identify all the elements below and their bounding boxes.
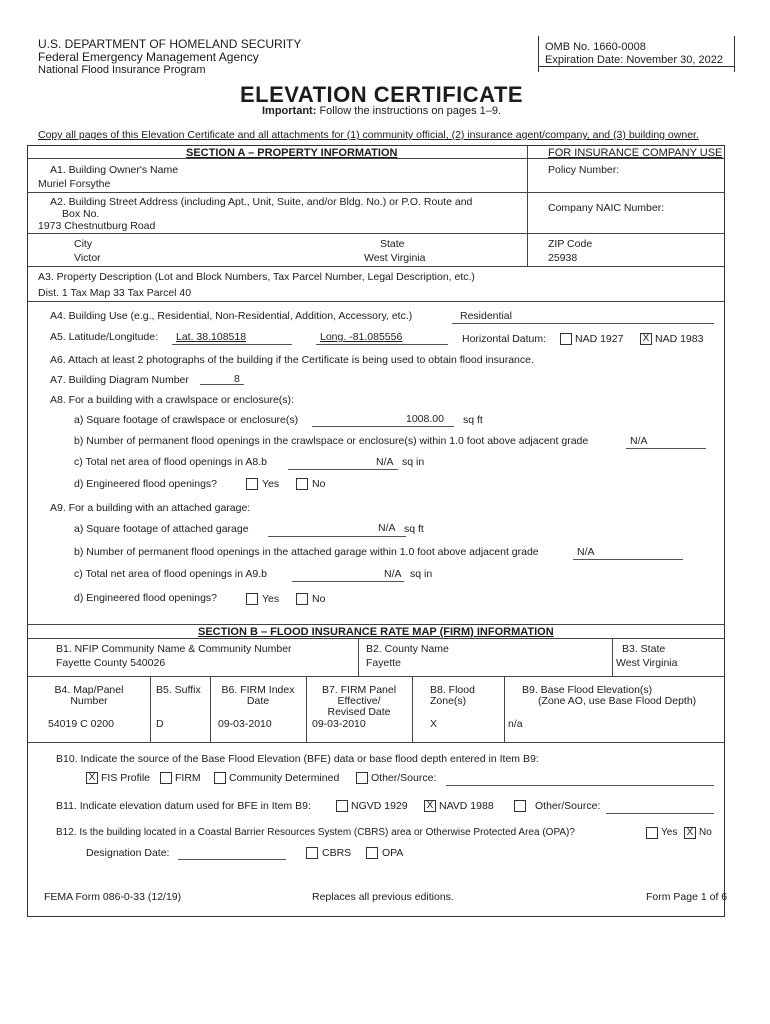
a8b-label: b) Number of permanent flood openings in the crawlspace or enclosure(s) within 1.0 foot above adjacent grade [74, 435, 589, 447]
b1-value[interactable]: Fayette County 540026 [56, 657, 166, 669]
designation-date-label: Designation Date: [86, 847, 170, 859]
a2-value[interactable]: 1973 Chestnutburg Road [38, 220, 156, 232]
a9a-unit: sq ft [404, 523, 424, 535]
a8d-label: d) Engineered flood openings? [74, 478, 218, 490]
b6-label-2: Date [246, 695, 270, 707]
a9d-no-label: No [312, 593, 326, 605]
other-datum-checkbox[interactable] [514, 800, 526, 812]
a8-label: A8. For a building with a crawlspace or enclosure(s): [50, 394, 294, 406]
cbrs-checkbox[interactable] [306, 847, 318, 859]
b7-label-3: Revised Date [327, 706, 391, 718]
important-label: Important: [262, 105, 317, 117]
other-source-checkbox[interactable] [356, 772, 368, 784]
expiration-date: Expiration Date: November 30, 2022 [545, 54, 723, 66]
a9b-label: b) Number of permanent flood openings in the attached garage within 1.0 foot above adjacent grade [74, 546, 539, 558]
insurance-use-heading: FOR INSURANCE COMPANY USE [548, 147, 723, 159]
a9-label: A9. For a building with an attached garage: [50, 502, 251, 514]
city-value[interactable]: Victor [74, 252, 101, 264]
a8c-unit: sq in [402, 456, 425, 468]
b9-label-1: B9. Base Flood Elevation(s) [522, 684, 653, 696]
a4-value[interactable]: Residential [460, 310, 512, 322]
b6-label-1: B6. FIRM Index [221, 684, 295, 696]
a1-label: A1. Building Owner's Name [50, 164, 179, 176]
a9d-label: d) Engineered flood openings? [74, 592, 218, 604]
a3-value[interactable]: Dist. 1 Tax Map 33 Tax Parcel 40 [38, 287, 192, 299]
community-determined-checkbox[interactable] [214, 772, 226, 784]
b7-label-1: B7. FIRM Panel [321, 684, 397, 696]
a1-value[interactable]: Muriel Forsythe [38, 178, 111, 190]
b9-value[interactable]: n/a [508, 718, 523, 730]
state-label: State [380, 238, 405, 250]
a5-longitude[interactable]: Long. -81.085556 [320, 331, 403, 343]
agency-line-3: National Flood Insurance Program [38, 64, 206, 76]
a8c-label: c) Total net area of flood openings in A8.b [74, 456, 268, 468]
firm-checkbox[interactable] [160, 772, 172, 784]
a8c-value[interactable]: N/A [376, 456, 394, 468]
replaces-note: Replaces all previous editions. [312, 891, 454, 903]
b5-label: B5. Suffix [156, 684, 201, 696]
a7-value[interactable]: 8 [234, 373, 240, 385]
b5-value[interactable]: D [156, 718, 164, 730]
fis-profile-checkbox[interactable]: X [86, 772, 98, 784]
a8a-unit: sq ft [463, 414, 483, 426]
state-value[interactable]: West Virginia [364, 252, 426, 264]
ngvd-1929-checkbox[interactable] [336, 800, 348, 812]
ngvd-1929-label: NGVD 1929 [351, 800, 408, 812]
b10-label: B10. Indicate the source of the Base Flood Elevation (BFE) data or base flood depth entered in Item B9: [56, 753, 539, 765]
nad1927-label: NAD 1927 [575, 333, 624, 345]
section-a-heading: SECTION A – PROPERTY INFORMATION [186, 147, 398, 159]
navd-1988-checkbox[interactable]: X [424, 800, 436, 812]
a6-label: A6. Attach at least 2 photographs of the building if the Certificate is being used to obtain flood insurance. [50, 354, 534, 366]
a8a-label: a) Square footage of crawlspace or enclosure(s) [74, 414, 299, 426]
cbrs-label: CBRS [322, 847, 352, 859]
important-text: Follow the instructions on pages 1–9. [319, 105, 502, 117]
page-number: Form Page 1 of 6 [646, 891, 728, 903]
agency-line-1: U.S. DEPARTMENT OF HOMELAND SECURITY [38, 37, 302, 51]
opa-checkbox[interactable] [366, 847, 378, 859]
a8a-value[interactable]: 1008.00 [406, 413, 444, 425]
a8d-no-checkbox[interactable] [296, 478, 308, 490]
a9a-value[interactable]: N/A [378, 522, 396, 534]
b3-value[interactable]: West Virginia [616, 657, 678, 669]
navd-1988-label: NAVD 1988 [439, 800, 494, 812]
city-label: City [74, 238, 93, 250]
a9d-no-checkbox[interactable] [296, 593, 308, 605]
section-b-heading: SECTION B – FLOOD INSURANCE RATE MAP (FIRM) INFORMATION [198, 626, 554, 638]
b11-label: B11. Indicate elevation datum used for BFE in Item B9: [56, 800, 311, 812]
b12-yes-label: Yes [661, 827, 678, 838]
omb-box [538, 36, 735, 72]
a2-label-1: A2. Building Street Address (including Apt., Unit, Suite, and/or Bldg. No.) or P.O. Route and [50, 196, 473, 208]
a8d-yes-checkbox[interactable] [246, 478, 258, 490]
b4-label-1: B4. Map/Panel [54, 684, 124, 696]
b1-label: B1. NFIP Community Name & Community Number [56, 643, 292, 655]
agency-line-2: Federal Emergency Management Agency [38, 50, 259, 64]
opa-label: OPA [382, 847, 404, 859]
b8-label-1: B8. Flood [430, 684, 475, 696]
a5-latitude[interactable]: Lat. 38.108518 [176, 331, 247, 343]
b12-no-checkbox[interactable]: X [684, 827, 696, 839]
b3-label: B3. State [622, 643, 666, 655]
a9c-label: c) Total net area of flood openings in A9.b [74, 568, 268, 580]
b2-value[interactable]: Fayette [366, 657, 402, 669]
horizontal-datum-label: Horizontal Datum: [462, 333, 547, 345]
document-title: ELEVATION CERTIFICATE [240, 82, 524, 107]
omb-number: OMB No. 1660-0008 [545, 41, 646, 53]
a9c-unit: sq in [410, 568, 433, 580]
form-number: FEMA Form 086-0-33 (12/19) [44, 891, 182, 903]
firm-label: FIRM [175, 772, 201, 784]
a9b-value[interactable]: N/A [577, 546, 595, 558]
b4-label-2: Number [70, 695, 108, 707]
a9d-yes-checkbox[interactable] [246, 593, 258, 605]
b12-label: B12. Is the building located in a Coastal Barrier Resources System (CBRS) area or Otherwise Protected Area (OPA)? [56, 827, 575, 838]
zip-value[interactable]: 25938 [548, 252, 578, 264]
a8d-no-label: No [312, 478, 326, 490]
important-note [262, 105, 501, 117]
b12-yes-checkbox[interactable] [646, 827, 658, 839]
a9c-value[interactable]: N/A [384, 568, 402, 580]
policy-number-label: Policy Number: [548, 164, 620, 176]
a3-label: A3. Property Description (Lot and Block Numbers, Tax Parcel Number, Legal Description, etc.) [38, 271, 475, 283]
a7-label: A7. Building Diagram Number [50, 374, 189, 386]
a9a-label: a) Square footage of attached garage [74, 523, 249, 535]
fis-profile-label: FIS Profile [101, 772, 151, 784]
community-determined-label: Community Determined [229, 772, 340, 784]
a9d-yes-label: Yes [262, 593, 280, 605]
b9-label-2: (Zone AO, use Base Flood Depth) [538, 695, 697, 707]
naic-label: Company NAIC Number: [548, 202, 665, 214]
a5-label: A5. Latitude/Longitude: [50, 331, 159, 343]
nad1983-checkbox[interactable]: X [640, 333, 652, 345]
b6-value[interactable]: 09-03-2010 [218, 718, 272, 730]
b8-value[interactable]: X [430, 718, 438, 730]
b7-label-2: Effective/ [337, 695, 381, 707]
a8d-yes-label: Yes [262, 478, 280, 490]
other-source-label: Other/Source: [371, 772, 437, 784]
a4-label: A4. Building Use (e.g., Residential, Non-Residential, Addition, Accessory, etc.) [50, 310, 413, 322]
nad1983-label: NAD 1983 [655, 333, 704, 345]
b12-no-label: No [699, 827, 712, 838]
b2-label: B2. County Name [366, 643, 449, 655]
copy-note: Copy all pages of this Elevation Certificate and all attachments for (1) community official, (2) insurance agent/company, and (3) building owner. [38, 129, 699, 141]
b7-value[interactable]: 09-03-2010 [312, 718, 366, 730]
a2-label-2: Box No. [62, 208, 100, 220]
nad1927-checkbox[interactable] [560, 333, 572, 345]
zip-label: ZIP Code [548, 238, 593, 250]
a8b-value[interactable]: N/A [630, 435, 648, 447]
other-datum-label: Other/Source: [535, 800, 601, 812]
b8-label-2: Zone(s) [430, 695, 467, 707]
b4-value[interactable]: 54019 C 0200 [48, 718, 114, 730]
